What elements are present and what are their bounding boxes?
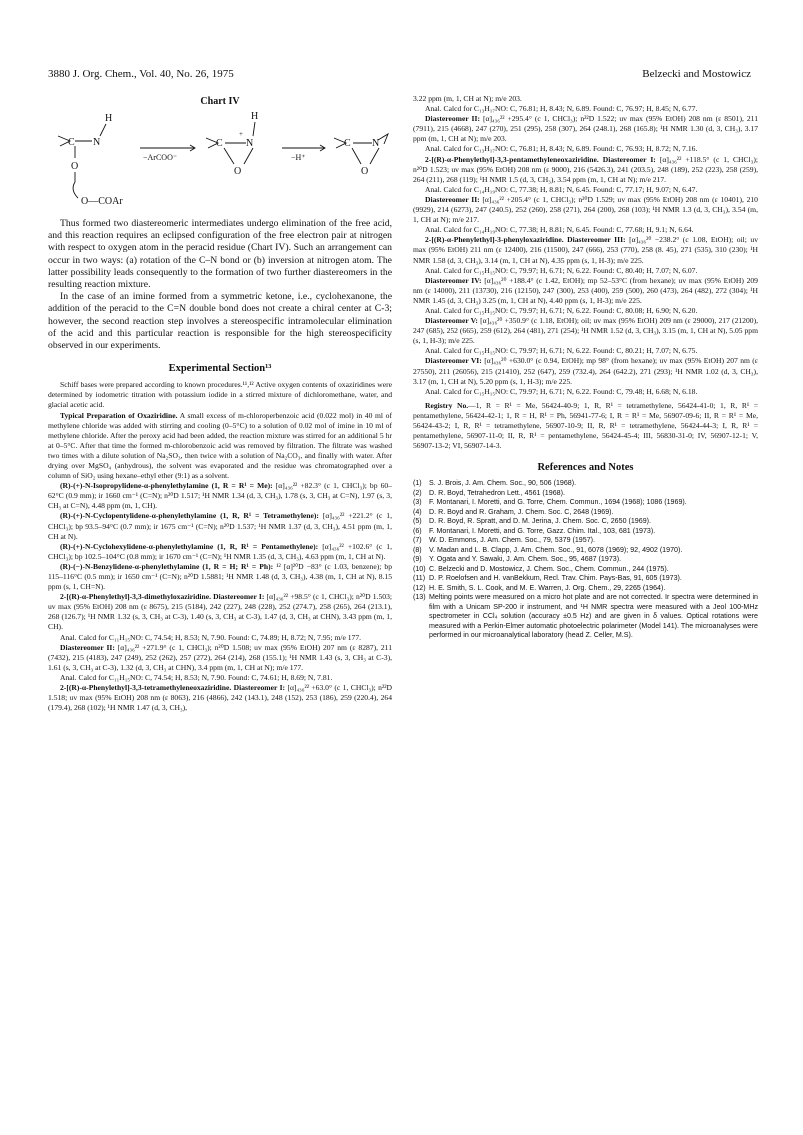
compound-paragraph: Anal. Calcd for C₁₃H₁₇NO: C, 76.81; H, 8.43; N, 6.89. Found: C, 76.97; H, 8.45; N, 6.77. xyxy=(425,104,698,114)
compound-paragraph: Anal. Calcd for C₁₅H₁₅NO: C, 79.97; H, 6.71; N, 6.22. Found: C, 80.21; H, 7.07; N, 6.75. xyxy=(425,346,698,356)
experimental-paragraph: (R)-(+)-N-Isopropylidene-α-phenylethylamine (1, R = R¹ = Me): [α]₄₃₆²² +82.3° (c 1, CHCl₃); bp 60–62°C (0.9 mm); ir 1660 cm⁻¹ (C=N); n²⁰D 1.517; ¹H NMR 1.34 (d, 3, CH₃), 1.78 (s, 3, CH₃ at C=N), 1.97 (s, 3, CH₃ at C=N), 4.48 ppm (m, 1, CH). xyxy=(48,481,392,511)
chart-iv xyxy=(48,94,392,218)
experimental-paragraph: Diastereomer II: [α]₄₃₆²² +271.9° (c 1, CHCl₃); n²⁰D 1.508; uv max (95% EtOH) 207 nm (ε 8287), 211 (7432), 215 (4183), 247 (249), 252 (262), 257 (272), 264 (214), 268 (155.1); ¹H NMR 1.43 (s, 3, CH₃ at C-3), 1.61 (s, 3, CH₃ at C-3), 1.32 (d, 3, CH₃ at CHN), 3.4 ppm (m, 1, CH at N); m/e 177. xyxy=(48,642,392,672)
references-list xyxy=(413,479,758,641)
chart-label-arrow2: −H⁺ xyxy=(291,153,306,162)
chart-label-n1: N xyxy=(93,137,101,148)
reference-item: (13) Melting points were measured on a micro hot plate and are not corrected. Ir spectra were determined in film with a Unicam SP-200 ir instrument, and ¹H NMR spectra were measured with a Jeol 100-MHz spectrometer in CCl₄ solution (accuracy ±0.5 Hz) and are given in δ values. Optical rotations were measured with a Perkin-Elmer automatic photoelectric polarimeter (Model 141). The microanalyses were performed in our microanalytical laboratory (head Z. Celler, M.S). xyxy=(413,593,758,640)
compound-paragraph: Anal. Calcd for C₁₅H₁₅NO: C, 79.97; H, 6.71; N, 6.22. Found: C, 80.08; H, 6.90; N, 6.20. xyxy=(425,305,698,315)
reference-item: (9) Y. Ogata and Y. Sawaki, J. Am. Chem. Soc., 95, 4687 (1973). xyxy=(413,555,622,564)
reference-item: (8) V. Madan and L. B. Clapp, J. Am. Chem. Soc., 91, 6078 (1969); 92, 4902 (1970). xyxy=(413,545,683,554)
compound-paragraph: Diastereomer IV: [α]₄₃₆²⁰ +188.4° (c 1.42, EtOH); mp 52–53°C (from hexane); uv max (95% EtOH) 209 nm (ε 14000), 211 (13730), 216 (12150), 247 (300), 253 (400), 259 (500), 260 (473), 264 (482), 272 (304); ¹H NMR 1.45 (d, 3, CH₃) 3.25 (m, 1, CH at N), 4.40 ppm (s, 1, H-3); m/e 225. xyxy=(413,275,758,305)
references-title: References and Notes xyxy=(537,462,634,474)
experimental-paragraph: (R)-(−)-N-Benzylidene-α-phenylethylamine (1, R = H; R¹ = Ph): ¹² [α]²⁰D −83° (c 1.03, benzene); bp 115–116°C (0.5 mm); ir 1650 cm⁻¹ (C=N); n²⁰D 1.5881; ¹H NMR 1.48 (d, 3, CH₃), 4.38 (m, 1, CH at N), 8.15 ppm (s, 1, CH=N). xyxy=(48,561,392,592)
chart-label-arrow1: −ArCOO⁻ xyxy=(143,153,178,162)
compound-paragraph: Diastereomer VI: [α]₄₃₆²⁰ +630.0° (c 0.94, EtOH); mp 98° (from hexane); uv max (95% EtOH) 207 nm (ε 27550), 211 (26056), 215 (21410), 252 (647), 259 (732.4), 264 (642.2), 271 (293); ¹H NMR 1.02 (d, 3, CH₃), 3.17 (m, 1, CH at N), 5.20 ppm (s, 1, H-3); m/e 225. xyxy=(413,356,758,386)
reference-item: (7) W. D. Emmons, J. Am. Chem. Soc., 79, 5379 (1957). xyxy=(413,536,595,545)
intro-paragraph-1: Thus formed two diastereomeric intermediates undergo elimination of the free acid, and this reaction requires an eclipsed configuration of the free electron pair at nitrogen with respect to oxygen atom in the peracid residue (Chart IV). Such an arrangement can occur in two ways: (a) rotation of the C–N bond or (b) inversion at nitrogen atom. The latter possibility leads consequently to the formation of two further diastereomers in the resulting reaction mixture. xyxy=(48,218,392,291)
chart-label-c2: C xyxy=(216,138,223,149)
reference-item: (12) H. E. Smith, S. L. Cook, and M. E. Warren, J. Org. Chem., 29, 2265 (1964). xyxy=(413,583,666,592)
experimental-paragraph: (R)-(+)-N-Cyclopentylidene-α-phenylethylamine (1, R, R¹ = Tetramethylene): [α]₄₃₆²² +221.2° (c 1, CHCl₃); bp 93.5–94°C (0.7 mm); ir 1675 cm⁻¹ (C=N); n²⁰D 1.537; ¹H NMR 1.37 (d, 3, CH₃), 4.51 ppm (m, 1, CH at N). xyxy=(48,511,392,541)
chart-label-h2: H xyxy=(251,111,259,122)
reference-item: (1) S. J. Brois, J. Am. Chem. Soc., 90, 506 (1968). xyxy=(413,479,577,488)
reference-item: (6) F. Montanari, I. Moretti, and G. Torre, Gazz. Chim. Ital., 103, 681 (1973). xyxy=(413,526,656,535)
chart-label-h1: H xyxy=(105,113,113,124)
reference-item: (2) D. R. Boyd, Tetrahedron Lett., 4561 (1968). xyxy=(413,488,565,497)
compound-paragraph: 3.22 ppm (m, 1, CH at N); m/e 203. xyxy=(413,94,522,103)
reference-item: (11) D. P. Roelofsen and H. vanBekkum, Recl. Trav. Chim. Pays-Bas, 91, 605 (1973). xyxy=(413,574,682,583)
compound-paragraph: Diastereomer II: [α]₄₃₆²² +205.4° (c 1, CHCl₃); n²⁰D 1.529; uv max (95% EtOH) 208 nm (ε 10401), 210 (9929), 214 (6273), 247 (240.5), 252 (260), 258 (271), 264 (200), 268 (103); ¹H NMR 1.3 (d, 3, CH₃), 3.54 (m, 1, CH at N); m/e 217. xyxy=(413,194,758,225)
chart-label-o3: O xyxy=(361,166,369,177)
reference-item: (3) F. Montanari, I. Moretti, and G. Torre, Chem. Commun., 1694 (1968); 1086 (1969). xyxy=(413,498,687,507)
chart-title: Chart IV xyxy=(200,96,240,107)
compound-paragraph: Diastereomer II: [α]₄₃₆²² +295.4° (c 1, CHCl₃); n²²D 1.522; uv max (95% EtOH) 208 nm (ε 8501), 211 (7911), 215 (4668), 247 (270), 251 (295), 258 (307), 264 (248.1), 268 (165.8); ¹H NMR 1.30 (d, 3, CH₃), 3.17 ppm (m, 1, CH at N); m/e 203. xyxy=(413,114,758,144)
running-header-journal: 3880 J. Org. Chem., Vol. 40, No. 26, 1975 xyxy=(48,68,234,80)
compound-paragraph: Anal. Calcd for C₁₅H₁₅NO: C, 79.97; H, 6.71; N, 6.22. Found: C, 79.48; H, 6.68; N, 6.18. xyxy=(425,386,698,396)
compound-paragraph: Anal. Calcd for C₁₅H₁₅NO: C, 79.97; H, 6.71; N, 6.22. Found: C, 80.40; H, 7.07; N, 6.07. xyxy=(425,265,698,275)
intro-paragraph-2: In the case of an imine formed from a symmetric ketone, i.e., cyclohexanone, the addition of the peracid to the C=N double bond does not create a chiral center at C-3; however, the second reaction step involves a stereospecific intramolecular elimination of the acid and this particular reaction is responsible for the high stereospecificity observed in our experiments. xyxy=(48,291,392,352)
experimental-paragraph: (R)-(+)-N-Cyclohexylidene-α-phenylethylamine (1, R, R¹ = Pentamethylene): [α]₄₃₆²² +102.6° (c 1, CHCl₃); bp 102.5–104°C (0.8 mm); ir 1670 cm⁻¹ (C=N); ¹H NMR 1.35 (d, 3, CH₃), 4.63 ppm (m, 1, CH at N). xyxy=(48,541,392,561)
compound-data-paragraphs xyxy=(413,94,758,397)
compound-paragraph: 2-[(R)-α-Phenylethyl]-3,3-pentamethyleneoxaziridine. Diastereomer I: [α]₄₃₆²² +118.5° (c 1, CHCl₃); n²⁰D 1.523; uv max (95% EtOH) 208 nm (ε 9000), 216 (5426.3), 241 (203.5), 248 (189), 252 (223), 258 (259), 264 (211), 268 (119); ¹H NMR 1.5 (d, 3, CH₃), 3.54 ppm (m, 1, CH at N); m/e 217. xyxy=(413,154,758,184)
compound-paragraph: Anal. Calcd for C₁₄H₁₉NO: C, 77.38; H, 8.81; N, 6.45. Found: C, 77.68; H, 9.1; N, 6.64. xyxy=(425,225,694,235)
compound-paragraph: 2-[(R)-α-Phenylethyl]-3-phenyloxaziridine. Diastereomer III: [α]₄₃₆²⁰ −238.2° (c 1.08, EtOH); oil; uv max (95% EtOH) 211 nm (ε 12400), 216 (11500), 247 (666), 253 (770), 258 (8. 45), 271 (535), 310 (230); ¹H NMR 1.58 (d, 3, CH₃), 3.14 (m, 1, CH at N), 4.35 ppm (s, 1, H-3); m/e 225. xyxy=(413,235,758,265)
experimental-paragraph: Typical Preparation of Oxaziridine. A small excess of m-chloroperbenzoic acid (0.022 mol) in 40 ml of methylene chloride was added with stirring and cooling (0–5°C) to a solution of 0.02 mol of imine in 10 ml of methylene chloride. After the peroxy acid had been added, the reaction mixture was stirred for an additional 5 hr at 0–5°C. After that time the formed m-chlorobenzoic acid was removed by filtration. The filtrate was washed two times with a dilute solution of Na₂SO₃, then twice with a solution of Na₂CO₃, and finally with water. After drying over MgSO₄ (anhydrous), the solvent was evaporated and the residue was chromatographed over a column of SiO₂ using hexane–ethyl ether (9:1) as a solvent. xyxy=(48,410,392,481)
reference-item: (10) C. Belzecki and D. Mostowicz, J. Chem. Soc., Chem. Commun., 244 (1975). xyxy=(413,564,669,573)
chart-label-plus: + xyxy=(239,130,243,138)
chart-label-o2: O xyxy=(234,166,242,177)
experimental-paragraph: 2-[(R)-α-Phenylethyl]-3,3-dimethyloxaziridine. Diastereomer I: [α]₄₃₆²² +98.5° (c 1, CHCl₃); n²⁰D 1.503; uv max (95% EtOH) 208 nm (ε 8675), 215 (5184), 242 (227), 248 (228), 252 (274.7), 258 (265), 264 (213.1), 268 (126.7); ¹H NMR 1.32 (s, 3, CH₃ at C-3), 1.40 (s, 3, CH₃ at C-3), 1.47 (d, 3, CH₃ at CHN), 3.43 ppm (m, 1, CH). xyxy=(48,592,392,632)
compound-paragraph: Anal. Calcd for C₁₃H₁₇NO: C, 76.81; H, 8.43; N, 6.89. Found: C, 76.93; H, 8.72; N, 7.16. xyxy=(425,144,698,154)
left-column xyxy=(48,94,392,1115)
compound-paragraph: Anal. Calcd for C₁₄H₁₉NO: C, 77.38; H, 8.81; N, 6.45. Found: C, 77.17; H, 9.07; N, 6.47. xyxy=(425,184,698,194)
reference-item: (5) D. R. Boyd, R. Spratt, and D. M. Jerina, J. Chem. Soc. C, 2650 (1969). xyxy=(413,517,651,526)
experimental-paragraph: Anal. Calcd for C₁₁H₁₅NO: C, 74.54; H, 8.53; N, 7.90. Found: C, 74.61; H, 8.69; N, 7.81. xyxy=(60,672,333,682)
experimental-paragraphs xyxy=(48,380,392,713)
chart-label-coar: O—COAr xyxy=(81,196,123,207)
chart-label-o1: O xyxy=(71,161,79,172)
compound-paragraph: Diastereomer V: [α]₄₃₆²⁰ +350.9° (c 1.18, EtOH); oil; uv max (95% EtOH) 209 nm (ε 29000), 217 (21200), 247 (685), 252 (665), 259 (612), 264 (481), 271 (254); ¹H NMR 1.52 (d, 3, CH₃), 3.15 (m, 1, CH at N), 5.05 ppm (s, 1, H-3); m/e 225. xyxy=(413,316,758,346)
reference-item: (4) D. R. Boyd and R. Graham, J. Chem. Soc. C, 2648 (1969). xyxy=(413,507,614,516)
chart-label-c3: C xyxy=(344,138,351,149)
chart-label-n3: N xyxy=(372,138,380,149)
experimental-paragraph: 2-[(R)-α-Phenylethyl]-3,3-tetramethyleneoxaziridine. Diastereomer I: [α]₄₃₆²² +63.0° (c 1, CHCl₃); n²²D 1.518; uv max (95% EtOH) 208 nm (ε 8063), 216 (4866), 242 (143.1), 248 (152), 253 (186), 259 (220.4), 264 (179.4), 268 (102); ¹H NMR 1.47 (d, 3, CH₃), xyxy=(48,683,392,713)
running-header-authors: Belzecki and Mostowicz xyxy=(642,68,751,80)
chart-label-n2: N xyxy=(246,138,254,149)
experimental-paragraph: Anal. Calcd for C₁₁H₁₅NO: C, 74.54; H, 8.53; N, 7.90. Found: C, 74.89; H, 8.72; N, 7.95; m/e 177. xyxy=(60,632,362,642)
registry-numbers: Registry No.—1, R = R¹ = Me, 56424-40-9; 1, R, R¹ = tetramethylene, 56424-41-0; 1, R, R¹ = pentamethylene, 56424-42-1; 1, R = H, R¹ = Ph, 56941-77-6; I, R = R¹ = Me, 56907-09-6; II, R = R¹ = Me, 56424-43-2; I, R, R¹ = tetramethylene, 56907-10-9; II, R, R¹ = tetramethylene, 56424-44-3; I, R, R¹ = pentamethylene, 56907-11-0; II, R, R¹ = pentamethylene, 56424-45-4; III, 56830-31-0; IV, 56907-12-1; V, 56907-13-2; VI, 56907-14-3. xyxy=(413,400,758,451)
right-column xyxy=(413,94,758,1115)
chart-label-c1: C xyxy=(68,137,75,148)
experimental-section-title: Experimental Section¹³ xyxy=(168,363,272,375)
experimental-paragraph: Schiff bases were prepared according to known procedures.¹¹,¹² Active oxygen contents of oxaziridines were determined by iodometric titration with potassium iodide in a stirred mixture of dichloromethane, water, and glacial acetic acid. xyxy=(48,380,392,410)
reaction-scheme-svg xyxy=(48,108,392,218)
